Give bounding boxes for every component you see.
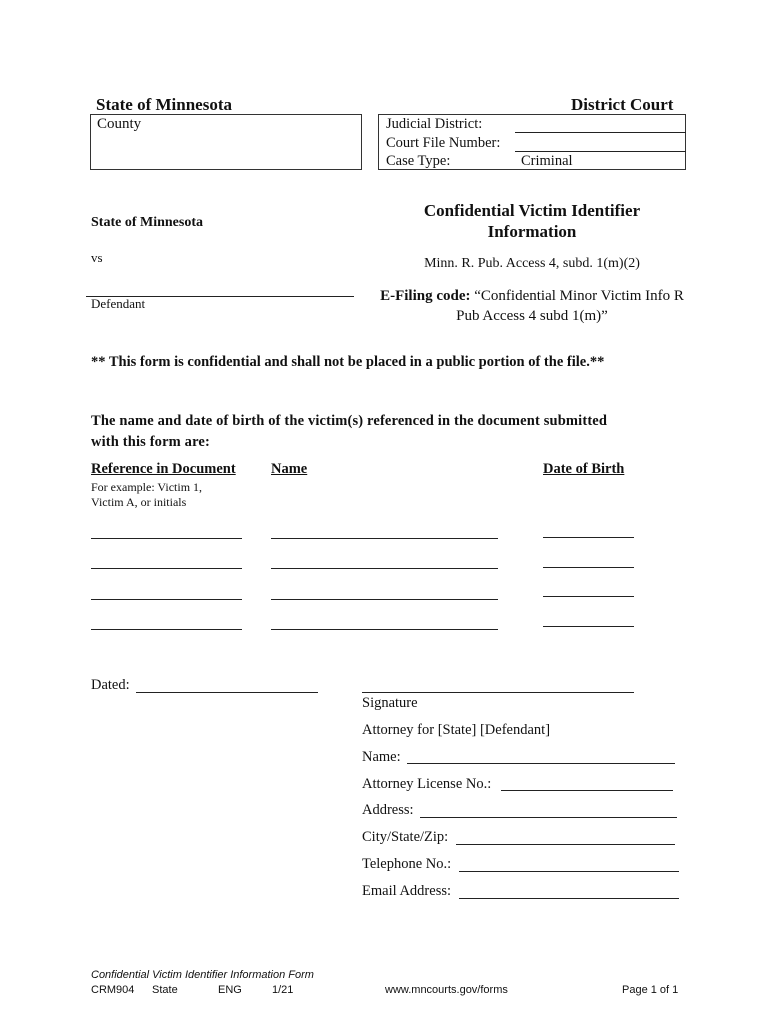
row3-reference-line[interactable] bbox=[91, 599, 242, 600]
judicial-district-line bbox=[515, 132, 686, 133]
address-line[interactable] bbox=[420, 817, 677, 818]
efiling-code-line2: Pub Access 4 subd 1(m)” bbox=[456, 308, 608, 324]
name-line[interactable] bbox=[407, 763, 675, 764]
telephone-label: Telephone No.: bbox=[362, 856, 452, 872]
footer-page: Page 1 of 1 bbox=[622, 984, 679, 996]
row4-name-line[interactable] bbox=[271, 629, 498, 630]
court-heading: District Court bbox=[571, 95, 674, 114]
col-reference-header: Reference in Document bbox=[91, 461, 236, 477]
attorney-for-label: Attorney for [State] [Defendant] bbox=[362, 722, 551, 738]
footer-date: 1/21 bbox=[272, 984, 294, 996]
license-label: Attorney License No.: bbox=[362, 776, 492, 792]
reference-example bbox=[91, 480, 202, 510]
footer-state: State bbox=[152, 984, 178, 996]
state-heading: State of Minnesota bbox=[96, 95, 232, 114]
efiling-label: E-Filing code: bbox=[380, 288, 471, 304]
court-file-number-label: Court File Number: bbox=[386, 135, 501, 151]
footer-form-title: Confidential Victim Identifier Information Form bbox=[91, 969, 314, 981]
court-file-number-line bbox=[515, 151, 686, 152]
row2-dob-line[interactable] bbox=[543, 567, 634, 568]
plaintiff-name: State of Minnesota bbox=[91, 215, 203, 230]
name-label: Name: bbox=[362, 749, 401, 765]
col-name-header: Name bbox=[271, 461, 308, 477]
confidential-notice: ** This form is confidential and shall not be placed in a public portion of the file.** bbox=[91, 354, 605, 370]
email-line[interactable] bbox=[459, 898, 679, 899]
telephone-line[interactable] bbox=[459, 871, 679, 872]
form-title bbox=[378, 200, 686, 242]
row2-name-line[interactable] bbox=[271, 568, 498, 569]
example-line1: For example: Victim 1, bbox=[91, 480, 203, 494]
dated-line[interactable] bbox=[136, 692, 318, 693]
signature-label: Signature bbox=[362, 695, 418, 711]
row1-dob-line[interactable] bbox=[543, 537, 634, 538]
county-box bbox=[90, 114, 362, 170]
defendant-label: Defendant bbox=[91, 296, 146, 311]
email-label: Email Address: bbox=[362, 883, 452, 899]
intro-text bbox=[91, 411, 607, 453]
footer-url[interactable]: www.mncourts.gov/forms bbox=[385, 984, 508, 996]
row4-dob-line[interactable] bbox=[543, 626, 634, 627]
form-title-line2: Information bbox=[487, 222, 577, 241]
row1-reference-line[interactable] bbox=[91, 538, 242, 539]
signature-line[interactable] bbox=[362, 692, 634, 693]
col-dob-header: Date of Birth bbox=[543, 461, 625, 477]
vs-text: vs bbox=[91, 250, 103, 265]
case-type-value: Criminal bbox=[521, 153, 573, 169]
row2-reference-line[interactable] bbox=[91, 568, 242, 569]
row1-name-line[interactable] bbox=[271, 538, 498, 539]
city-label: City/State/Zip: bbox=[362, 829, 449, 845]
dated-label: Dated: bbox=[91, 677, 130, 693]
example-line2: Victim A, or initials bbox=[91, 495, 187, 509]
intro-line2: with this form are: bbox=[91, 434, 210, 450]
rule-citation: Minn. R. Pub. Access 4, subd. 1(m)(2) bbox=[424, 256, 640, 271]
intro-line1: The name and date of birth of the victim(s) referenced in the document submitted bbox=[91, 413, 608, 429]
case-type-label: Case Type: bbox=[386, 153, 451, 169]
judicial-district-label: Judicial District: bbox=[386, 116, 483, 132]
efiling-code bbox=[364, 286, 700, 326]
row4-reference-line[interactable] bbox=[91, 629, 242, 630]
license-line[interactable] bbox=[501, 790, 673, 791]
footer-code: CRM904 bbox=[91, 984, 135, 996]
footer-lang: ENG bbox=[218, 984, 242, 996]
address-label: Address: bbox=[362, 802, 414, 818]
form-title-line1: Confidential Victim Identifier bbox=[423, 201, 641, 220]
case-info-box bbox=[378, 114, 686, 170]
row3-dob-line[interactable] bbox=[543, 596, 634, 597]
row3-name-line[interactable] bbox=[271, 599, 498, 600]
efiling-code-line1: “Confidential Minor Victim Info R bbox=[474, 288, 684, 304]
county-label: County bbox=[97, 116, 142, 132]
city-line[interactable] bbox=[456, 844, 675, 845]
